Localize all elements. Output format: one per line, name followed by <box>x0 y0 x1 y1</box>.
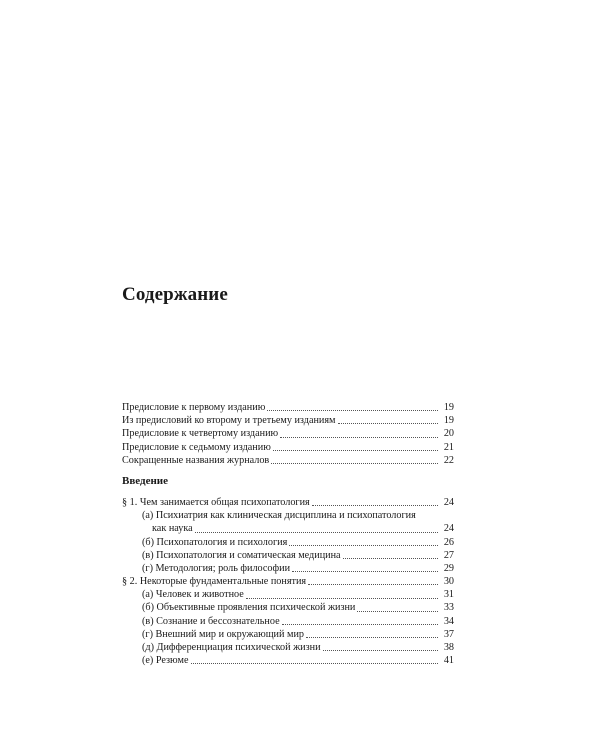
toc-page-number: 24 <box>443 523 454 535</box>
toc-entry <box>122 427 454 440</box>
toc-entry-subsection <box>122 549 454 562</box>
toc-entry-subsection <box>122 641 454 654</box>
dot-leader <box>312 505 438 506</box>
toc-entry-section <box>122 575 454 588</box>
page-title: Содержание <box>122 284 228 305</box>
dot-leader <box>292 571 438 572</box>
toc-page-number: 37 <box>443 628 454 640</box>
toc-entry-subsection <box>122 654 454 667</box>
toc-entry-title: (г) Внешний мир и окружающий мир <box>142 628 304 640</box>
toc-entry-subsection <box>122 615 454 628</box>
toc-page-number: 22 <box>443 454 454 466</box>
toc-entry-title: (а) Человек и животное <box>142 589 244 601</box>
toc-entry-subsection <box>122 588 454 601</box>
toc-entry-title: (д) Дифференциация психической жизни <box>142 642 321 654</box>
dot-leader <box>306 637 438 638</box>
dot-leader <box>273 450 438 451</box>
toc-entry-subsection-continuation <box>122 522 454 535</box>
toc-entry <box>122 441 454 454</box>
dot-leader <box>338 423 438 424</box>
toc-entry-subsection-wrapped <box>122 509 454 522</box>
toc-page-number: 38 <box>443 642 454 654</box>
toc-entry <box>122 414 454 427</box>
dot-leader <box>280 437 438 438</box>
toc-page-number: 27 <box>443 549 454 561</box>
toc-page-number: 20 <box>443 428 454 440</box>
dot-leader <box>267 410 438 411</box>
dot-leader <box>343 558 438 559</box>
toc-entry-title: Предисловие к первому изданию <box>122 401 266 413</box>
toc-entry <box>122 454 454 467</box>
toc-page-number: 26 <box>443 536 454 548</box>
dot-leader <box>195 532 438 533</box>
dot-leader <box>308 584 438 585</box>
toc-entry-title: (а) Психиатрия как клиническая дисциплина и психопатология <box>142 510 416 522</box>
toc-entry-title: Из предисловий ко второму и третьему изданиям <box>122 415 336 427</box>
preface-toc <box>122 401 454 467</box>
toc-entry-title: (е) Резюме <box>142 655 189 667</box>
toc-page-number: 24 <box>443 496 454 508</box>
toc-page-number: 19 <box>443 415 454 427</box>
toc-page-number: 21 <box>443 441 454 453</box>
toc-entry-title: Сокращенные названия журналов <box>122 454 270 466</box>
dot-leader <box>323 650 438 651</box>
toc-entry-title: § 2. Некоторые фундаментальные понятия <box>122 576 307 588</box>
toc-page-number: 29 <box>443 562 454 574</box>
toc-page-number: 33 <box>443 602 454 614</box>
section-heading: Введение <box>122 475 169 487</box>
dot-leader <box>282 624 438 625</box>
dot-leader <box>357 611 438 612</box>
toc-entry-subsection <box>122 628 454 641</box>
dot-leader <box>289 545 438 546</box>
toc-entry-title: (б) Объективные проявления психической жизни <box>142 602 356 614</box>
dot-leader <box>246 598 438 599</box>
toc-page-number: 34 <box>443 615 454 627</box>
toc-entry-subsection <box>122 602 454 615</box>
toc-page-number: 31 <box>443 589 454 601</box>
toc-entry-title: как наука <box>152 523 193 535</box>
toc-entry-section <box>122 496 454 509</box>
toc-entry-title: § 1. Чем занимается общая психопатология <box>122 496 310 508</box>
introduction-toc <box>122 496 454 667</box>
toc-entry <box>122 401 454 414</box>
toc-entry-title: (в) Психопатология и соматическая медицина <box>142 549 341 561</box>
toc-entry-title: (г) Методология; роль философии <box>142 562 291 574</box>
dot-leader <box>271 463 438 464</box>
toc-page-number: 30 <box>443 576 454 588</box>
dot-leader <box>191 663 438 664</box>
toc-entry-subsection <box>122 536 454 549</box>
toc-page-number: 41 <box>443 655 454 667</box>
toc-entry-subsection <box>122 562 454 575</box>
toc-entry-title: Предисловие к седьмому изданию <box>122 441 271 453</box>
toc-entry-title: (в) Сознание и бессознательное <box>142 615 280 627</box>
toc-entry-title: (б) Психопатология и психология <box>142 536 288 548</box>
toc-entry-title: Предисловие к четвертому изданию <box>122 428 279 440</box>
toc-page-number: 19 <box>443 401 454 413</box>
